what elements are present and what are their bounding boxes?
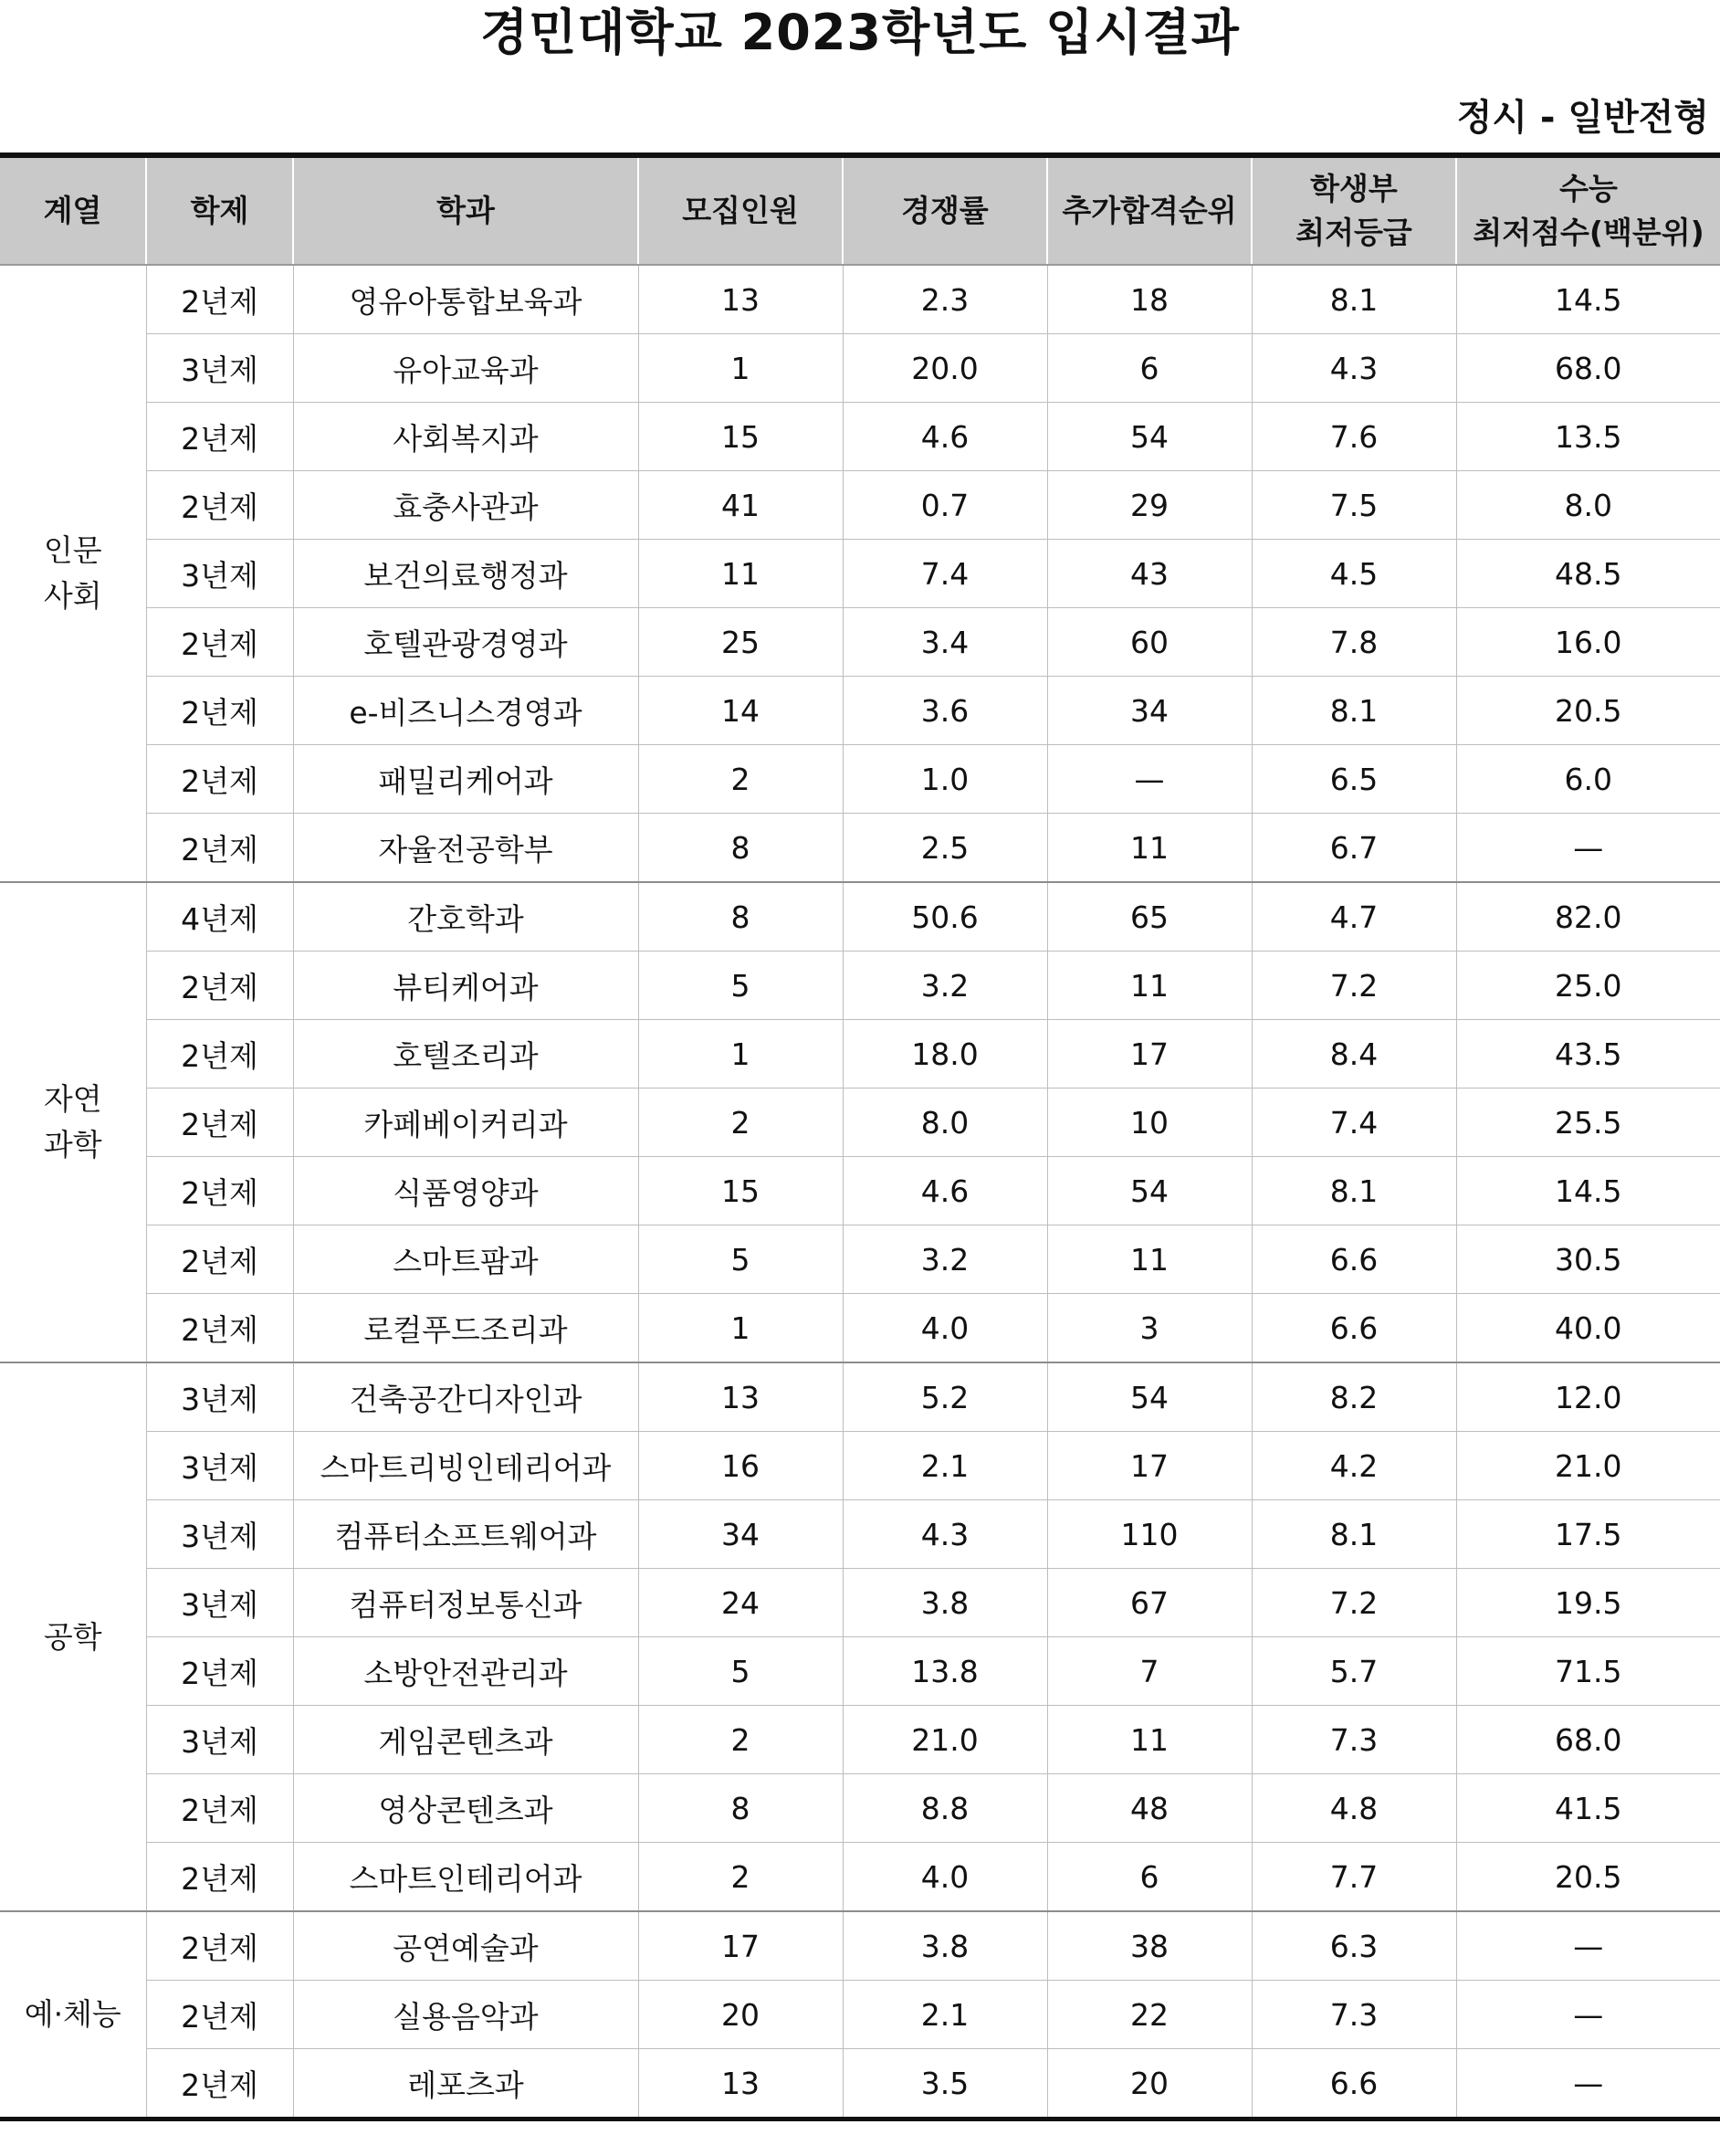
quota-cell: 13: [638, 1362, 843, 1432]
additional-rank-cell: 54: [1047, 403, 1252, 471]
program-length-cell: 3년제: [146, 1362, 293, 1432]
table-row: [0, 2049, 1720, 2119]
quota-cell: 13: [638, 265, 843, 334]
table-row: [0, 1911, 1720, 1981]
department-cell: 자율전공학부: [293, 814, 638, 883]
additional-rank-cell: 54: [1047, 1362, 1252, 1432]
min-grade-cell: 8.2: [1252, 1362, 1456, 1432]
additional-rank-cell: 11: [1047, 1706, 1252, 1774]
table-row: [0, 1774, 1720, 1843]
competition-rate-cell: 3.5: [843, 2049, 1047, 2119]
table-row: [0, 1294, 1720, 1363]
min-score-cell: 13.5: [1456, 403, 1720, 471]
quota-cell: 41: [638, 471, 843, 540]
quota-cell: 1: [638, 1020, 843, 1089]
min-grade-cell: 7.4: [1252, 1089, 1456, 1157]
additional-rank-cell: 11: [1047, 1225, 1252, 1294]
min-score-cell: 8.0: [1456, 471, 1720, 540]
quota-cell: 34: [638, 1500, 843, 1569]
min-grade-cell: 6.6: [1252, 1225, 1456, 1294]
table-row: [0, 1362, 1720, 1432]
department-cell: 보건의료행정과: [293, 540, 638, 608]
competition-rate-cell: 4.0: [843, 1843, 1047, 1912]
table-row: [0, 882, 1720, 952]
program-length-cell: 3년제: [146, 1432, 293, 1500]
additional-rank-cell: 48: [1047, 1774, 1252, 1843]
additional-rank-cell: 17: [1047, 1432, 1252, 1500]
program-length-cell: 2년제: [146, 1157, 293, 1225]
quota-cell: 2: [638, 1706, 843, 1774]
program-length-cell: 3년제: [146, 540, 293, 608]
quota-cell: 15: [638, 403, 843, 471]
program-length-cell: 2년제: [146, 1225, 293, 1294]
admission-type-label: 정시 - 일반전형: [1456, 97, 1709, 139]
quota-cell: 8: [638, 814, 843, 883]
table-row: [0, 745, 1720, 814]
min-grade-cell: 7.8: [1252, 608, 1456, 677]
header-school-record-min-grade: [1252, 155, 1456, 265]
min-grade-cell: 6.3: [1252, 1911, 1456, 1981]
program-length-cell: 2년제: [146, 952, 293, 1020]
min-score-cell: 25.5: [1456, 1089, 1720, 1157]
competition-rate-cell: 21.0: [843, 1706, 1047, 1774]
field-group-cell: [0, 882, 146, 1362]
header-line: 학생부: [1310, 171, 1398, 206]
min-score-cell: 20.5: [1456, 1843, 1720, 1912]
department-cell: 간호학과: [293, 882, 638, 952]
competition-rate-cell: 4.6: [843, 403, 1047, 471]
min-score-cell: 19.5: [1456, 1569, 1720, 1637]
min-grade-cell: 8.1: [1252, 1500, 1456, 1569]
additional-rank-cell: 22: [1047, 1981, 1252, 2049]
competition-rate-cell: 3.8: [843, 1911, 1047, 1981]
quota-cell: 14: [638, 677, 843, 745]
min-grade-cell: 6.6: [1252, 1294, 1456, 1363]
min-score-cell: —: [1456, 1981, 1720, 2049]
table-row: [0, 677, 1720, 745]
min-score-cell: —: [1456, 2049, 1720, 2119]
program-length-cell: 2년제: [146, 608, 293, 677]
competition-rate-cell: 3.8: [843, 1569, 1047, 1637]
field-group-label: 예·체능: [24, 1996, 121, 2032]
department-cell: 실용음악과: [293, 1981, 638, 2049]
program-length-cell: 2년제: [146, 1020, 293, 1089]
table-row: [0, 334, 1720, 403]
program-length-cell: 3년제: [146, 334, 293, 403]
competition-rate-cell: 3.6: [843, 677, 1047, 745]
min-score-cell: 71.5: [1456, 1637, 1720, 1706]
competition-rate-cell: 50.6: [843, 882, 1047, 952]
quota-cell: 2: [638, 745, 843, 814]
admission-results-table-container: [0, 152, 1720, 2121]
department-cell: 효충사관과: [293, 471, 638, 540]
additional-rank-cell: 7: [1047, 1637, 1252, 1706]
program-length-cell: 2년제: [146, 677, 293, 745]
program-length-cell: 4년제: [146, 882, 293, 952]
program-length-cell: 3년제: [146, 1500, 293, 1569]
program-length-cell: 2년제: [146, 403, 293, 471]
quota-cell: 17: [638, 1911, 843, 1981]
department-cell: 건축공간디자인과: [293, 1362, 638, 1432]
min-grade-cell: 7.7: [1252, 1843, 1456, 1912]
program-length-cell: 2년제: [146, 1089, 293, 1157]
min-score-cell: 43.5: [1456, 1020, 1720, 1089]
quota-cell: 20: [638, 1981, 843, 2049]
department-cell: 호텔관광경영과: [293, 608, 638, 677]
header-program-length: 학제: [146, 155, 293, 265]
program-length-cell: 2년제: [146, 1637, 293, 1706]
quota-cell: 2: [638, 1089, 843, 1157]
additional-rank-cell: 29: [1047, 471, 1252, 540]
min-score-cell: 48.5: [1456, 540, 1720, 608]
program-length-cell: 2년제: [146, 814, 293, 883]
program-length-cell: 2년제: [146, 2049, 293, 2119]
competition-rate-cell: 3.4: [843, 608, 1047, 677]
quota-cell: 1: [638, 1294, 843, 1363]
additional-rank-cell: 110: [1047, 1500, 1252, 1569]
min-score-cell: 14.5: [1456, 265, 1720, 334]
header-line: 수능: [1559, 171, 1618, 206]
competition-rate-cell: 18.0: [843, 1020, 1047, 1089]
min-score-cell: 14.5: [1456, 1157, 1720, 1225]
competition-rate-cell: 4.6: [843, 1157, 1047, 1225]
department-cell: 스마트인테리어과: [293, 1843, 638, 1912]
table-row: [0, 1089, 1720, 1157]
min-grade-cell: 6.6: [1252, 2049, 1456, 2119]
min-grade-cell: 4.7: [1252, 882, 1456, 952]
additional-rank-cell: —: [1047, 745, 1252, 814]
program-length-cell: 2년제: [146, 1843, 293, 1912]
additional-rank-cell: 6: [1047, 334, 1252, 403]
quota-cell: 5: [638, 1637, 843, 1706]
department-cell: 호텔조리과: [293, 1020, 638, 1089]
quota-cell: 13: [638, 2049, 843, 2119]
competition-rate-cell: 7.4: [843, 540, 1047, 608]
quota-cell: 25: [638, 608, 843, 677]
min-grade-cell: 8.1: [1252, 265, 1456, 334]
additional-rank-cell: 65: [1047, 882, 1252, 952]
program-length-cell: 2년제: [146, 1774, 293, 1843]
department-cell: 패밀리케어과: [293, 745, 638, 814]
additional-rank-cell: 18: [1047, 265, 1252, 334]
additional-rank-cell: 3: [1047, 1294, 1252, 1363]
min-score-cell: 68.0: [1456, 334, 1720, 403]
table-row: [0, 1706, 1720, 1774]
program-length-cell: 2년제: [146, 1911, 293, 1981]
competition-rate-cell: 13.8: [843, 1637, 1047, 1706]
department-cell: 뷰티케어과: [293, 952, 638, 1020]
additional-rank-cell: 11: [1047, 814, 1252, 883]
additional-rank-cell: 43: [1047, 540, 1252, 608]
additional-rank-cell: 34: [1047, 677, 1252, 745]
competition-rate-cell: 3.2: [843, 952, 1047, 1020]
min-grade-cell: 7.5: [1252, 471, 1456, 540]
competition-rate-cell: 1.0: [843, 745, 1047, 814]
table-row: [0, 1020, 1720, 1089]
program-length-cell: 3년제: [146, 1706, 293, 1774]
min-grade-cell: 6.5: [1252, 745, 1456, 814]
quota-cell: 8: [638, 1774, 843, 1843]
min-score-cell: 17.5: [1456, 1500, 1720, 1569]
quota-cell: 24: [638, 1569, 843, 1637]
competition-rate-cell: 2.5: [843, 814, 1047, 883]
min-score-cell: 6.0: [1456, 745, 1720, 814]
min-grade-cell: 4.5: [1252, 540, 1456, 608]
min-score-cell: 25.0: [1456, 952, 1720, 1020]
table-row: [0, 265, 1720, 334]
min-grade-cell: 4.2: [1252, 1432, 1456, 1500]
field-group-label: 자연: [43, 1081, 102, 1117]
header-row: [0, 155, 1720, 265]
competition-rate-cell: 0.7: [843, 471, 1047, 540]
header-csat-min-score: [1456, 155, 1720, 265]
field-group-label: 사회: [43, 578, 102, 614]
min-grade-cell: 8.1: [1252, 1157, 1456, 1225]
department-cell: 사회복지과: [293, 403, 638, 471]
additional-rank-cell: 11: [1047, 952, 1252, 1020]
additional-rank-cell: 38: [1047, 1911, 1252, 1981]
admission-results-table: [0, 152, 1720, 2121]
quota-cell: 8: [638, 882, 843, 952]
competition-rate-cell: 2.1: [843, 1981, 1047, 2049]
field-group-label: 인문: [43, 532, 102, 568]
field-group-cell: [0, 1362, 146, 1911]
program-length-cell: 2년제: [146, 1294, 293, 1363]
quota-cell: 5: [638, 1225, 843, 1294]
quota-cell: 1: [638, 334, 843, 403]
min-score-cell: 20.5: [1456, 677, 1720, 745]
min-grade-cell: 7.6: [1252, 403, 1456, 471]
competition-rate-cell: 2.3: [843, 265, 1047, 334]
competition-rate-cell: 4.0: [843, 1294, 1047, 1363]
min-score-cell: —: [1456, 1911, 1720, 1981]
department-cell: e-비즈니스경영과: [293, 677, 638, 745]
department-cell: 로컬푸드조리과: [293, 1294, 638, 1363]
table-row: [0, 1432, 1720, 1500]
min-score-cell: 16.0: [1456, 608, 1720, 677]
competition-rate-cell: 2.1: [843, 1432, 1047, 1500]
min-grade-cell: 6.7: [1252, 814, 1456, 883]
program-length-cell: 2년제: [146, 1981, 293, 2049]
table-row: [0, 814, 1720, 883]
min-score-cell: 40.0: [1456, 1294, 1720, 1363]
min-grade-cell: 5.7: [1252, 1637, 1456, 1706]
department-cell: 카페베이커리과: [293, 1089, 638, 1157]
field-group-label: 과학: [43, 1127, 102, 1162]
additional-rank-cell: 17: [1047, 1020, 1252, 1089]
table-row: [0, 1981, 1720, 2049]
department-cell: 스마트리빙인테리어과: [293, 1432, 638, 1500]
additional-rank-cell: 54: [1047, 1157, 1252, 1225]
department-cell: 소방안전관리과: [293, 1637, 638, 1706]
department-cell: 공연예술과: [293, 1911, 638, 1981]
competition-rate-cell: 8.8: [843, 1774, 1047, 1843]
table-row: [0, 403, 1720, 471]
quota-cell: 15: [638, 1157, 843, 1225]
header-department: 학과: [293, 155, 638, 265]
program-length-cell: 2년제: [146, 471, 293, 540]
header-field: 계열: [0, 155, 146, 265]
additional-rank-cell: 6: [1047, 1843, 1252, 1912]
department-cell: 컴퓨터정보통신과: [293, 1569, 638, 1637]
header-competition-rate: 경쟁률: [843, 155, 1047, 265]
department-cell: 스마트팜과: [293, 1225, 638, 1294]
min-grade-cell: 7.2: [1252, 952, 1456, 1020]
min-score-cell: 21.0: [1456, 1432, 1720, 1500]
document-title: 경민대학교 2023학년도 입시결과: [480, 4, 1240, 61]
table-row: [0, 1569, 1720, 1637]
competition-rate-cell: 8.0: [843, 1089, 1047, 1157]
program-length-cell: 2년제: [146, 745, 293, 814]
table-row: [0, 1637, 1720, 1706]
min-grade-cell: 8.1: [1252, 677, 1456, 745]
quota-cell: 2: [638, 1843, 843, 1912]
table-row: [0, 952, 1720, 1020]
additional-rank-cell: 67: [1047, 1569, 1252, 1637]
table-row: [0, 1225, 1720, 1294]
program-length-cell: 3년제: [146, 1569, 293, 1637]
department-cell: 영상콘텐츠과: [293, 1774, 638, 1843]
department-cell: 레포츠과: [293, 2049, 638, 2119]
competition-rate-cell: 5.2: [843, 1362, 1047, 1432]
min-score-cell: 30.5: [1456, 1225, 1720, 1294]
additional-rank-cell: 60: [1047, 608, 1252, 677]
min-score-cell: 68.0: [1456, 1706, 1720, 1774]
min-grade-cell: 8.4: [1252, 1020, 1456, 1089]
competition-rate-cell: 3.2: [843, 1225, 1047, 1294]
min-grade-cell: 7.3: [1252, 1706, 1456, 1774]
department-cell: 컴퓨터소프트웨어과: [293, 1500, 638, 1569]
table-body: [0, 265, 1720, 2119]
department-cell: 게임콘텐츠과: [293, 1706, 638, 1774]
header-line: 최저등급: [1295, 215, 1412, 250]
quota-cell: 16: [638, 1432, 843, 1500]
min-grade-cell: 7.2: [1252, 1569, 1456, 1637]
header-additional-rank: 추가합격순위: [1047, 155, 1252, 265]
table-row: [0, 1157, 1720, 1225]
header-quota: 모집인원: [638, 155, 843, 265]
min-grade-cell: 4.3: [1252, 334, 1456, 403]
quota-cell: 11: [638, 540, 843, 608]
field-group-label: 공학: [43, 1618, 102, 1655]
min-score-cell: —: [1456, 814, 1720, 883]
table-row: [0, 1500, 1720, 1569]
competition-rate-cell: 20.0: [843, 334, 1047, 403]
min-grade-cell: 4.8: [1252, 1774, 1456, 1843]
additional-rank-cell: 10: [1047, 1089, 1252, 1157]
min-score-cell: 41.5: [1456, 1774, 1720, 1843]
min-score-cell: 12.0: [1456, 1362, 1720, 1432]
department-cell: 영유아통합보육과: [293, 265, 638, 334]
table-row: [0, 540, 1720, 608]
department-cell: 식품영양과: [293, 1157, 638, 1225]
header-line: 최저점수(백분위): [1473, 215, 1704, 250]
program-length-cell: 2년제: [146, 265, 293, 334]
table-row: [0, 471, 1720, 540]
quota-cell: 5: [638, 952, 843, 1020]
field-group-cell: [0, 265, 146, 882]
field-group-cell: [0, 1911, 146, 2119]
competition-rate-cell: 4.3: [843, 1500, 1047, 1569]
min-grade-cell: 7.3: [1252, 1981, 1456, 2049]
table-row: [0, 1843, 1720, 1912]
department-cell: 유아교육과: [293, 334, 638, 403]
min-score-cell: 82.0: [1456, 882, 1720, 952]
additional-rank-cell: 20: [1047, 2049, 1252, 2119]
table-row: [0, 608, 1720, 677]
table-header: [0, 155, 1720, 265]
